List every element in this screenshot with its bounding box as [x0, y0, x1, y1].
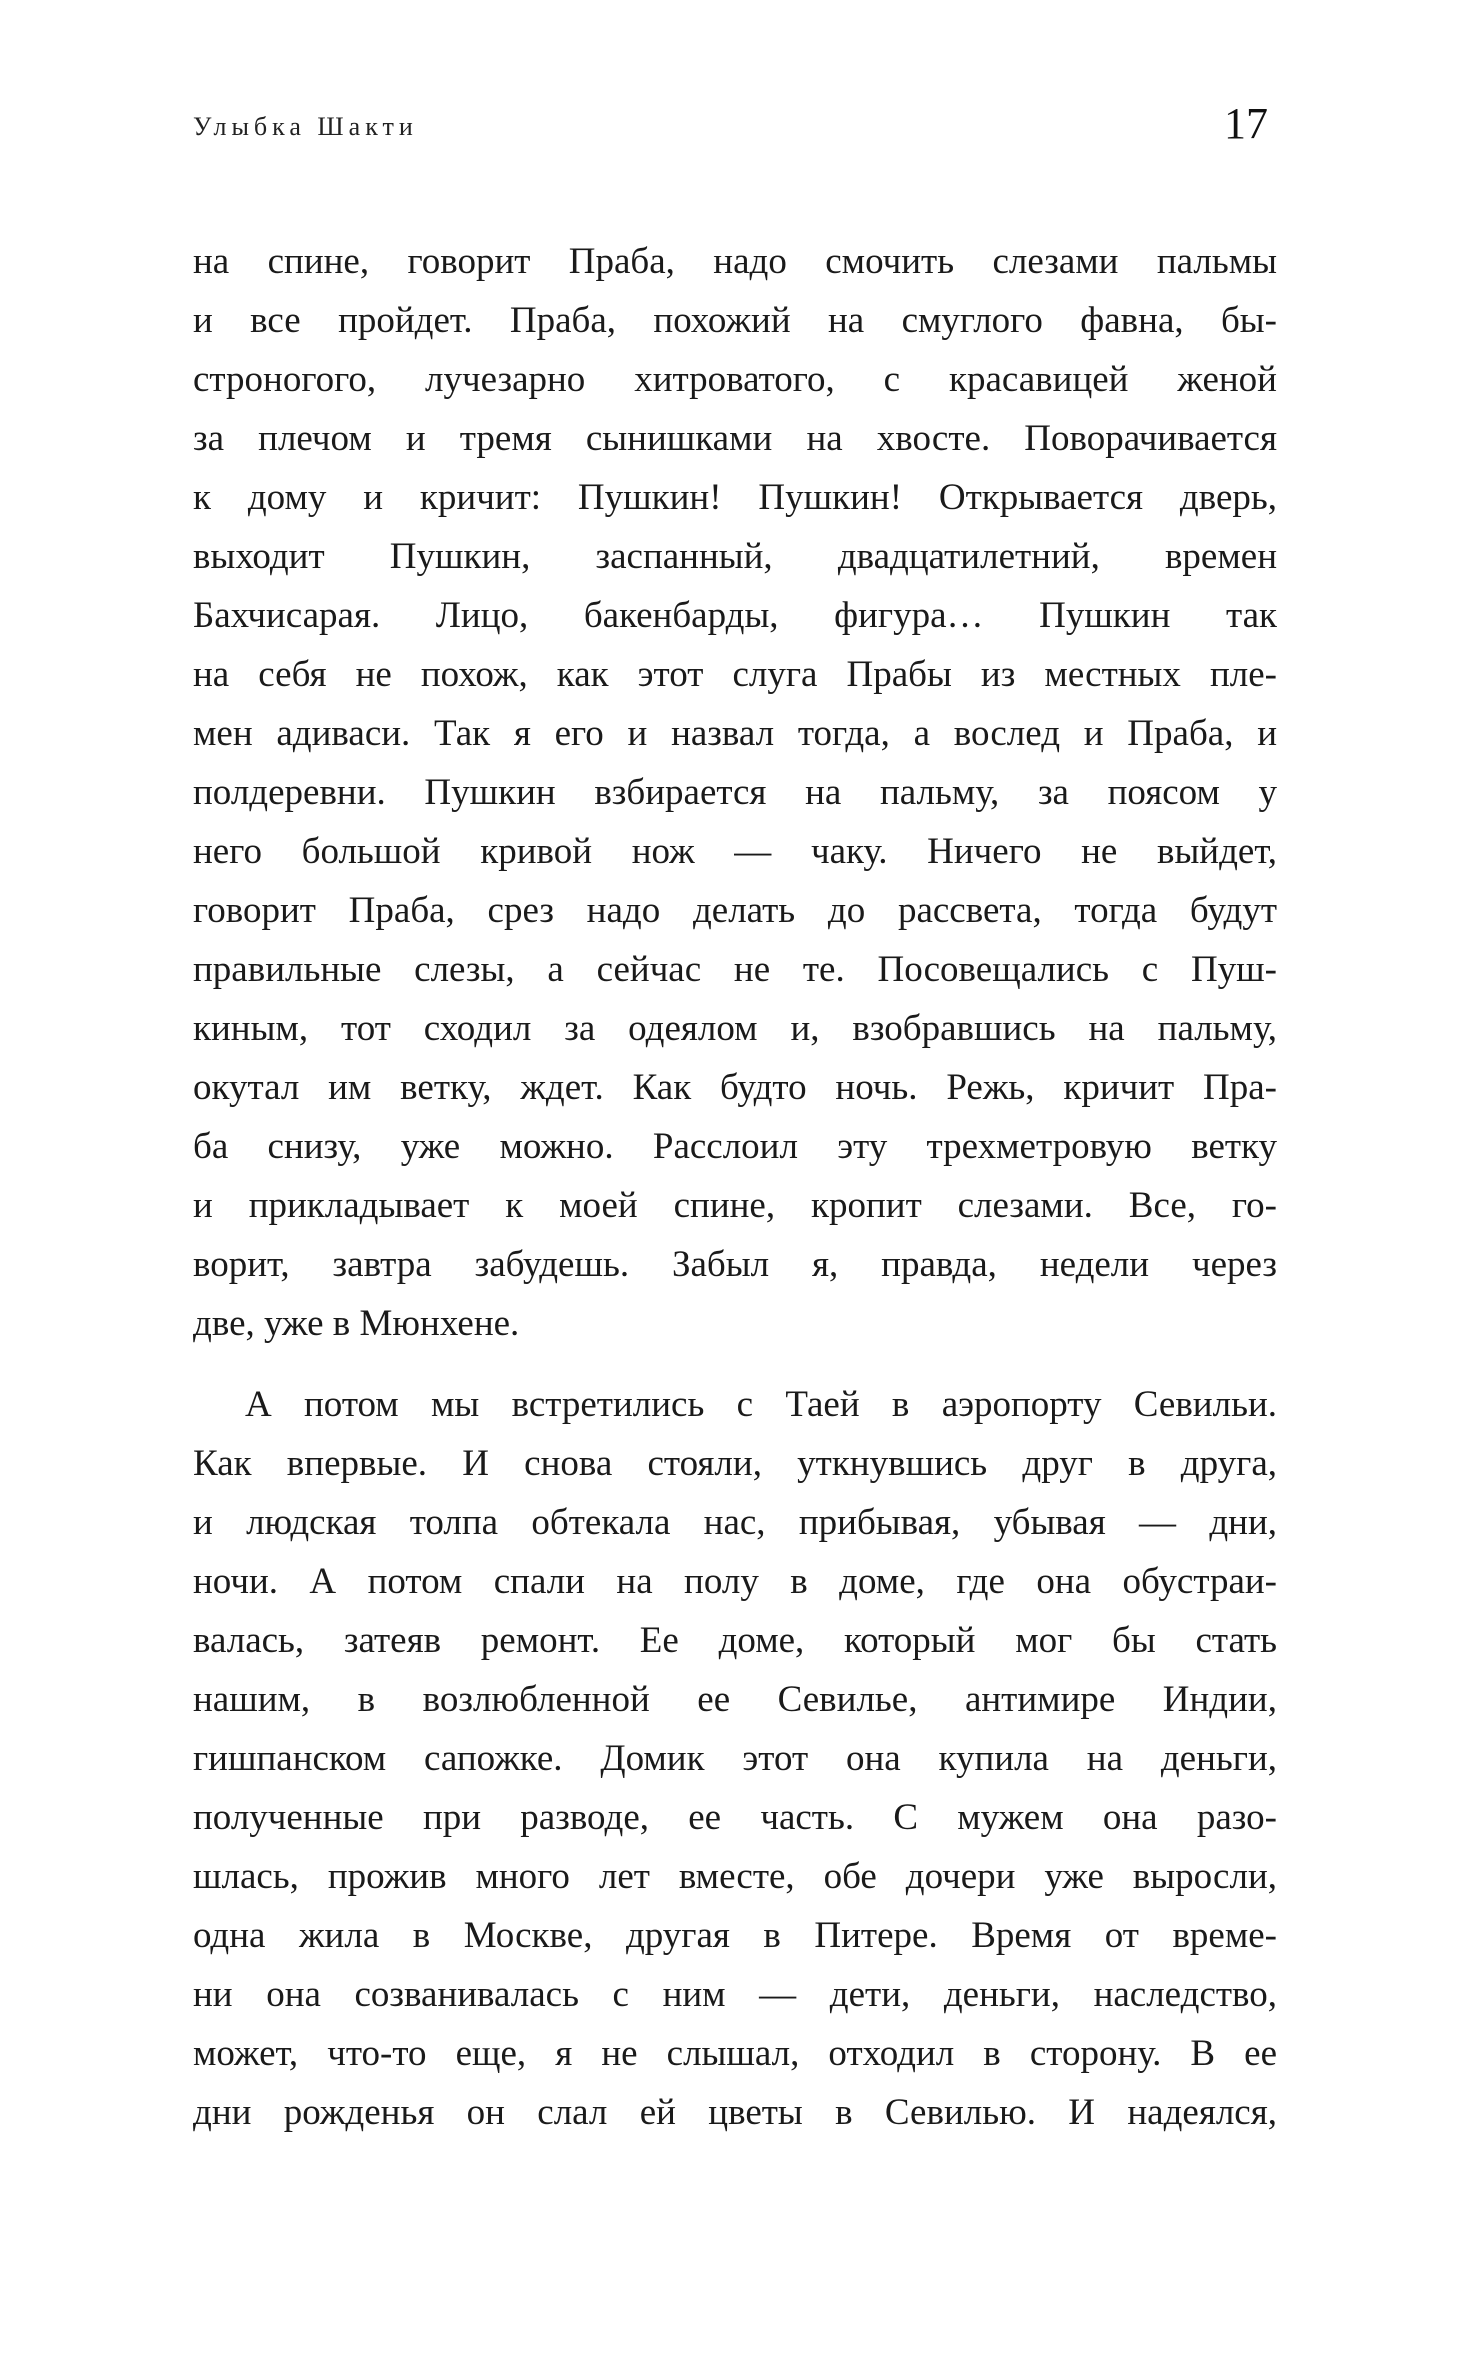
- text-line: говорит Праба, срез надо делать до рассвета, тогда будут: [193, 890, 1277, 931]
- text-line: мен адиваси. Так я его и назвал тогда, а вослед и Праба, и: [193, 713, 1277, 754]
- text-line: может, что-то еще, я не слышал, отходил в сторону. В ее: [193, 2033, 1277, 2074]
- text-line: и людская толпа обтекала нас, прибывая, убывая — дни,: [193, 1502, 1277, 1543]
- text-line: ни она созванивалась с ним — дети, деньги, наследство,: [193, 1974, 1277, 2015]
- text-line: ба снизу, уже можно. Расслоил эту трехметровую ветку: [193, 1126, 1277, 1167]
- text-line: одна жила в Москве, другая в Питере. Время от време-: [193, 1915, 1277, 1956]
- paragraph: [193, 232, 1277, 1353]
- text-line: и все пройдет. Праба, похожий на смуглого фавна, бы-: [193, 300, 1277, 341]
- text-line: полдеревни. Пушкин взбирается на пальму, за поясом у: [193, 772, 1277, 813]
- text-line: строногого, лучезарно хитроватого, с красавицей женой: [193, 359, 1277, 400]
- text-line: ворит, завтра забудешь. Забыл я, правда, недели через: [193, 1244, 1277, 1285]
- text-line: на себя не похож, как этот слуга Прабы из местных пле-: [193, 654, 1277, 695]
- text-line: на спине, говорит Праба, надо смочить слезами пальмы: [193, 241, 1277, 282]
- page-number: 17: [1224, 99, 1268, 148]
- text-line: Как впервые. И снова стояли, уткнувшись друг в друга,: [193, 1443, 1277, 1484]
- text-line: две, уже в Мюнхене.: [193, 1303, 520, 1344]
- text-line: дни рожденья он слал ей цветы в Севилью. И надеялся,: [193, 2092, 1277, 2133]
- text-line: Бахчисарая. Лицо, бакенбарды, фигура… Пушкин так: [193, 595, 1277, 636]
- text-line: к дому и кричит: Пушкин! Пушкин! Открывается дверь,: [193, 477, 1277, 518]
- body-text: [193, 232, 1277, 2142]
- page-header: [0, 0, 1476, 200]
- text-line: А потом мы встретились с Таей в аэропорту Севильи.: [245, 1384, 1277, 1425]
- text-line: гишпанском сапожке. Домик этот она купила на деньги,: [193, 1738, 1277, 1779]
- text-line: нашим, в возлюбленной ее Севилье, антимире Индии,: [193, 1679, 1277, 1720]
- text-line: ночи. А потом спали на полу в доме, где она обустраи-: [193, 1561, 1277, 1602]
- text-line: выходит Пушкин, заспанный, двадцатилетний, времен: [193, 536, 1277, 577]
- text-line: шлась, прожив много лет вместе, обе дочери уже выросли,: [193, 1856, 1277, 1897]
- text-line: киным, тот сходил за одеялом и, взобравшись на пальму,: [193, 1008, 1277, 1049]
- paragraph-gap: [193, 1353, 1277, 1375]
- text-line: правильные слезы, а сейчас не те. Посовещались с Пуш-: [193, 949, 1277, 990]
- text-line: него большой кривой нож — чаку. Ничего не выйдет,: [193, 831, 1277, 872]
- text-line: окутал им ветку, ждет. Как будто ночь. Режь, кричит Пра-: [193, 1067, 1277, 1108]
- paragraph: [193, 1375, 1277, 2142]
- text-line: полученные при разводе, ее часть. С мужем она разо-: [193, 1797, 1277, 1838]
- running-title: Улыбка Шакти: [193, 112, 418, 141]
- text-line: за плечом и тремя сынишками на хвосте. Поворачивается: [193, 418, 1277, 459]
- text-line: валась, затеяв ремонт. Ее доме, который мог бы стать: [193, 1620, 1277, 1661]
- text-line: и прикладывает к моей спине, кропит слезами. Все, го-: [193, 1185, 1277, 1226]
